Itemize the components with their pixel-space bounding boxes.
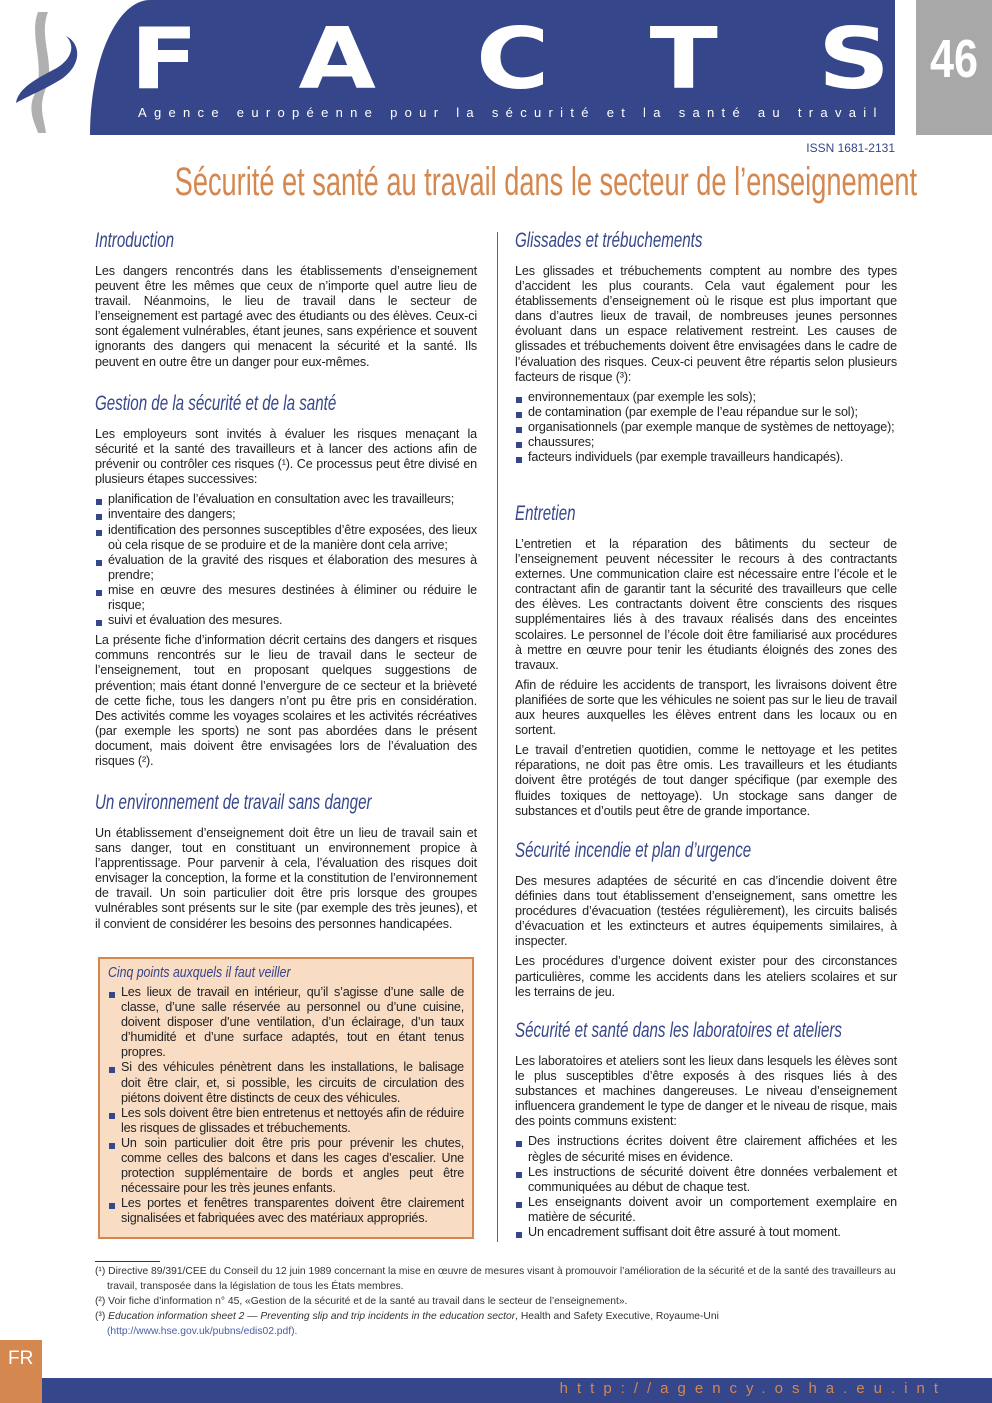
facts-wordmark <box>130 8 890 109</box>
checklist-box <box>98 957 474 1239</box>
list-item: Des instructions écrites doivent être clairement affichées et les règles de sécurité mises en évidence. <box>515 1134 897 1164</box>
steps-list <box>95 492 477 628</box>
section-glissades <box>515 229 897 465</box>
paragraph: Les laboratoires et ateliers sont les lieux dans lesquels les élèves sont le plus susceptibles d’être exposés à des risques liés à des substances et machines dangereuses. Le niveau d’enseignement influencera grandement le type de danger et le niveau de risque, mais des points communs existent: <box>515 1054 897 1129</box>
list-item: identification des personnes susceptibles d’être exposées, des lieux où cela risque de se produire et de la manière dont cela arrive; <box>95 523 477 553</box>
footnote-3 <box>95 1309 898 1339</box>
list-item: Les lieux de travail en intérieur, qu’il s’agisse d’une salle de classe, d’une salle réservée au personnel ou d’une cuisine, doivent disposer d’une ventilation, d’un éclairage, d’un taux d’humidité et d’une surface adaptés, tout en étant tenus propres. <box>108 985 464 1060</box>
section-environnement <box>95 791 477 937</box>
list-item: Les portes et fenêtres transparentes doivent être clairement signalisées et fabriquées avec des matériaux appropriés. <box>108 1196 464 1226</box>
letter: S <box>817 8 890 109</box>
section-gestion <box>95 392 477 774</box>
paragraph: Un établissement d’enseignement doit être un lieu de travail sain et sans danger, tout en constituant un environnement propice à l’apprentissage. Pour parvenir à cela, l’évaluation des risques doit envisager la conception, la forme et la constitution de l’environnement de travail. Un soin particulier doit être pris lorsque des groupes vulnérables sont présents sur le site (par exemple des très jeunes), et il convient de considérer les besoins des personnes handicapées. <box>95 826 477 931</box>
list-item: Un soin particulier doit être pris pour prévenir les chutes, comme celles des balcons et dans les cages d’escalier. Une protection supplémentaire de bords et angles peut être nécessaire pour les très jeunes enfants. <box>108 1136 464 1196</box>
list-item: Les instructions de sécurité doivent être données verbalement et communiquées au début de chaque test. <box>515 1165 897 1195</box>
list-item: suivi et évaluation des mesures. <box>95 613 477 628</box>
letter: T <box>649 8 718 109</box>
paragraph: Les glissades et trébuchements comptent au nombre des types d’accident les plus courants. Cela vaut également pour les établissements d’enseignement où le risque est plus important que dans d’autres lieux de travail, de nombreuses jeunes personnes évoluant dans un espace relativement restreint. Les causes de glissades et trébuchements doivent être envisagées dans le cadre de l’évaluation des risques. Ceux-ci peuvent être répartis selon plusieurs facteurs de risque (³): <box>515 264 897 384</box>
section-heading: Gestion de la sécurité et de la santé <box>95 392 337 415</box>
column-divider <box>497 232 498 1242</box>
lab-rules-list <box>515 1134 897 1240</box>
paragraph: L’entretien et la réparation des bâtiments du secteur de l’enseignement peuvent nécessiter le recours à des contractants externes. Une communication claire est nécessaire entre l’école et le contractant afin de garantir tant la sécurité des travailleurs que celle des élèves. Les contractants doivent être conscients des risques supplémentaires liés à des travaux réalisés dans des enceintes scolaires. Le personnel de l’école doit être familiarisé aux procédures à mettre en œuvre pour tenir les étudiants éloignés des zones des travaux. <box>515 537 897 672</box>
page-title <box>0 160 992 205</box>
paragraph: Les employeurs sont invités à évaluer les risques menaçant la sécurité et la santé des travailleurs et à lancer des actions afin de prévenir ou contrôler ces risques (¹). Ce processus peut être divisé en plusieurs étapes successives: <box>95 427 477 487</box>
list-item: Les sols doivent être bien entretenus et nettoyés afin de réduire les risques de glissades et trébuchements. <box>108 1106 464 1136</box>
footnote-title: Education information sheet 2 — Preventing slip and trip incidents in the education sector <box>108 1311 516 1322</box>
paragraph: Les procédures d’urgence doivent exister pour des circonstances particulières, comme les accidents dans les ateliers scolaires et sur les terrains de jeu. <box>515 954 897 999</box>
box-title: Cinq points auxquels il faut veiller <box>108 964 291 981</box>
section-introduction <box>95 229 477 375</box>
issn: ISSN 1681-2131 <box>806 141 895 155</box>
letter: C <box>476 8 550 109</box>
agency-logo <box>8 8 98 138</box>
list-item: planification de l’évaluation en consultation avec les travailleurs; <box>95 492 477 507</box>
section-entretien <box>515 502 897 824</box>
section-heading: Glissades et trébuchements <box>515 229 703 252</box>
agency-url[interactable]: http://agency.osha.eu.int <box>559 1380 947 1397</box>
footnote-2: (²) Voir fiche d’information n° 45, «Gestion de la sécurité et de la santé au travail dans le secteur de l’enseignement». <box>95 1296 628 1307</box>
section-heading: Un environnement de travail sans danger <box>95 791 372 814</box>
list-item: Si des véhicules pénètrent dans les installations, le balisage doit être clair, et, si possible, les circuits de circulation des piétons doivent être distincts de ceux des véhicules. <box>108 1060 464 1105</box>
issue-number: 46 <box>929 29 979 89</box>
footnote-text: , Health and Safety Executive, Royaume-Uni <box>515 1311 719 1322</box>
footnote-link[interactable]: (http://www.hse.gov.uk/pubns/edis02.pdf). <box>107 1326 298 1337</box>
list-item: inventaire des dangers; <box>95 507 477 522</box>
list-item: facteurs individuels (par exemple travailleurs handicapés). <box>515 450 897 465</box>
paragraph: La présente fiche d’information décrit certains des dangers et risques communs rencontrés sur le lieu de travail dans le secteur de l’enseignement, tout en proposant quelques suggestions de prévention; mais étant donné l’envergure de ce secteur et la brièveté de cette fiche, tous les dangers n’ont pu être pris en considération. Des activités comme les voyages scolaires et les activités récréatives (par exemple les sports) ne sont pas abordées dans le présent document, mais doivent être envisagées lors de l’évaluation des risques (²). <box>95 633 477 768</box>
footnote-rule <box>95 1261 160 1262</box>
list-item: organisationnels (par exemple manque de systèmes de nettoyage); <box>515 420 897 435</box>
letter: F <box>130 8 199 109</box>
paragraph: Afin de réduire les accidents de transport, les livraisons doivent être planifiées de sorte que les véhicules ne soient pas sur le lieu de travail aux heures auxquelles les élèves entrent dans les locaux ou en sortent. <box>515 677 897 738</box>
section-heading: Sécurité incendie et plan d’urgence <box>515 839 752 862</box>
section-heading: Introduction <box>95 229 175 252</box>
risk-factors-list <box>515 390 897 465</box>
section-incendie <box>515 839 897 1005</box>
section-laboratoires <box>515 1019 897 1240</box>
list-item: de contamination (par exemple de l’eau répandue sur le sol); <box>515 405 897 420</box>
list-item: évaluation de la gravité des risques et élaboration des mesures à prendre; <box>95 553 477 583</box>
language-tab: FR <box>0 1340 42 1403</box>
agency-name: Agence européenne pour la sécurité et la santé au travail <box>138 105 884 120</box>
section-heading: Entretien <box>515 502 576 525</box>
paragraph: Des mesures adaptées de sécurité en cas d’incendie doivent être définies dans tout établissement d’enseignement, sans omettre les procédures d’évacuation (testées régulièrement), les circuits balisés d’évacuation et les extincteurs et autres équipements similaires, à inspecter. <box>515 874 897 949</box>
footnote-marker: (³) <box>95 1311 109 1322</box>
list-item: mise en œuvre des mesures destinées à éliminer ou réduire le risque; <box>95 583 477 613</box>
box-list <box>108 985 464 1227</box>
title-text: Sécurité et santé au travail dans le secteur de l’enseignement <box>174 160 918 204</box>
letter: A <box>298 8 376 109</box>
footnote-1: (¹) Directive 89/391/CEE du Conseil du 12 juin 1989 concernant la mise en œuvre de mesures visant à promouvoir l’amélioration de la sécurité et de la santé des travailleurs au travail, transposée dans la législation de tous les États membres. <box>95 1266 896 1292</box>
list-item: environnementaux (par exemple les sols); <box>515 390 897 405</box>
footnotes <box>95 1264 898 1339</box>
section-heading: Sécurité et santé dans les laboratoires et ateliers <box>515 1019 842 1042</box>
paragraph: Le travail d’entretien quotidien, comme le nettoyage et les petites réparations, ne doit pas être omis. Les travailleurs et les étudiants doivent être protégés de tout danger spécifique (par exemple des fluides toxiques de nettoyage). Un stockage sans danger de substances et d’outils peut être de grande importance. <box>515 743 897 818</box>
list-item: chaussures; <box>515 435 897 450</box>
list-item: Un encadrement suffisant doit être assuré à tout moment. <box>515 1225 897 1240</box>
list-item: Les enseignants doivent avoir un comportement exemplaire en matière de sécurité. <box>515 1195 897 1225</box>
paragraph: Les dangers rencontrés dans les établissements d’enseignement peuvent être les mêmes que ceux de n’importe quel autre lieu de travail. Néanmoins, le lieu de travail dans le secteur de l’enseignement est partagé avec des étudiants ou des élèves. Ceux-ci sont également vulnérables, étant jeunes, sans expérience et souvent ignorants des dangers qui menacent la sécurité et la santé. Ils peuvent en outre être un danger pour eux-mêmes. <box>95 264 477 369</box>
